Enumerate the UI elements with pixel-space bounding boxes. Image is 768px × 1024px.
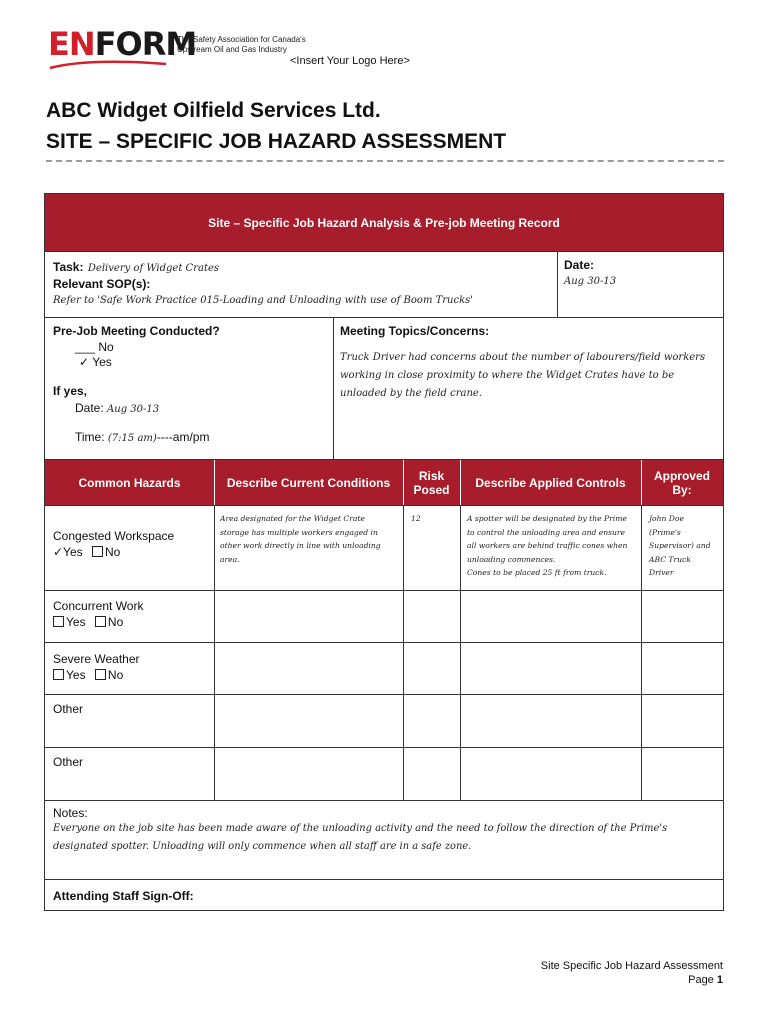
checkbox-icon <box>92 546 103 557</box>
topics-line-2[interactable]: working in close proximity to where the Widget Crates have to be <box>340 370 675 381</box>
date-section <box>564 258 714 291</box>
col-current-conditions: Describe Current Conditions <box>214 460 403 505</box>
topics-line-1[interactable]: Truck Driver had concerns about the number of labourers/field workers <box>340 352 706 363</box>
form-header-title: Site – Specific Job Hazard Analysis & Pre-job Meeting Record <box>208 215 560 230</box>
meeting-date-label: Date: <box>75 401 104 415</box>
sop-label: Relevant SOP(s): <box>53 277 151 291</box>
meeting-date-value[interactable]: Aug 30-13 <box>107 404 160 415</box>
hazard-assessment-form <box>44 193 724 911</box>
notes-section <box>53 806 721 856</box>
task-value[interactable]: Delivery of Widget Crates <box>87 263 220 274</box>
prejob-no-option[interactable]: ___ No <box>75 340 114 354</box>
date-value[interactable]: Aug 30-13 <box>564 276 617 287</box>
conditions-cell[interactable]: Area designated for the Widget Crate storage has multiple workers engaged in other work directly in line with unloading area. <box>220 514 381 564</box>
hazard-yes-option[interactable]: Yes <box>53 668 86 682</box>
signoff-label: Attending Staff Sign-Off: <box>53 889 194 903</box>
col-applied-controls: Describe Applied Controls <box>460 460 641 505</box>
risk-cell[interactable]: 12 <box>411 514 421 523</box>
hazard-row-weather <box>53 652 213 682</box>
footer-page <box>688 974 723 986</box>
form-header <box>45 194 723 251</box>
insert-logo-placeholder: <Insert Your Logo Here> <box>290 55 410 67</box>
prejob-yes-option[interactable] <box>79 355 328 369</box>
checkbox-icon <box>95 616 106 627</box>
col-common-hazards: Common Hazards <box>45 460 214 505</box>
meeting-time-suffix: ----am/pm <box>156 430 210 444</box>
footer-title: Site Specific Job Hazard Assessment <box>540 960 723 972</box>
meeting-time-value[interactable]: (7:15 am) <box>107 433 157 444</box>
hazard-row-congested <box>53 529 213 559</box>
logo-swoosh-icon <box>48 58 168 70</box>
hazard-no-option[interactable]: No <box>95 615 123 629</box>
prejob-label: Pre-Job Meeting Conducted? <box>53 324 220 338</box>
document-title: SITE – SPECIFIC JOB HAZARD ASSESSMENT <box>46 130 507 153</box>
checkbox-icon <box>53 616 64 627</box>
logo-tagline: The Safety Association for Canada's Upstream Oil and Gas Industry <box>177 35 306 54</box>
topics-label: Meeting Topics/Concerns: <box>340 324 490 338</box>
enform-logo: ENFORM <box>48 25 197 63</box>
topics-section <box>340 324 718 403</box>
notes-line-1[interactable]: Everyone on the job site has been made aware of the unloading activity and the need to follow the direction of the Prime's <box>53 823 668 834</box>
prejob-section <box>53 324 328 448</box>
hazard-no-option[interactable]: No <box>95 668 123 682</box>
sop-value[interactable]: Refer to 'Safe Work Practice 015-Loading and Unloading with use of Boom Trucks' <box>53 295 474 306</box>
hazard-no-option[interactable]: No <box>92 545 120 559</box>
hazard-name: Severe Weather <box>53 652 140 666</box>
task-section <box>53 258 553 310</box>
page-label: Page <box>688 974 714 986</box>
hazard-row-other-1: Other <box>53 702 84 716</box>
page-number: 1 <box>716 974 723 986</box>
task-label: Task: <box>53 260 84 274</box>
hazard-row-other-2: Other <box>53 755 84 769</box>
hazard-yes-option[interactable]: Yes <box>53 615 86 629</box>
checkmark-icon: ✓ <box>79 355 90 369</box>
approved-cell[interactable]: John Doe (Prime's Supervisor) and ABC Truck Driver <box>649 514 711 577</box>
notes-line-2[interactable]: designated spotter. Unloading will only commence when all staff are in a safe zone. <box>53 841 472 852</box>
prejob-yes-label: Yes <box>92 355 112 369</box>
topics-line-3[interactable]: unloaded by the field crane. <box>340 388 482 399</box>
hazard-name: Concurrent Work <box>53 599 144 613</box>
company-name: ABC Widget Oilfield Services Ltd. <box>46 99 381 122</box>
notes-label: Notes: <box>53 806 88 820</box>
date-label: Date: <box>564 258 595 272</box>
checkbox-icon <box>53 669 64 680</box>
hazard-yes-checked[interactable]: ✓Yes <box>53 545 83 559</box>
controls-cell[interactable]: A spotter will be designated by the Prime to control the unloading area and ensure all workers are behind traffic cones when unloading commences. Cones to be placed 25 ft from truck. <box>467 514 628 577</box>
if-yes-label: If yes, <box>53 384 88 398</box>
dashed-divider <box>46 160 724 162</box>
hazard-row-concurrent <box>53 599 213 629</box>
col-approved-by: Approved By: <box>641 460 723 505</box>
hazard-name: Congested Workspace <box>53 529 175 543</box>
meeting-time-label: Time: <box>75 430 105 444</box>
checkbox-icon <box>95 669 106 680</box>
col-risk-posed: Risk Posed <box>403 460 460 505</box>
